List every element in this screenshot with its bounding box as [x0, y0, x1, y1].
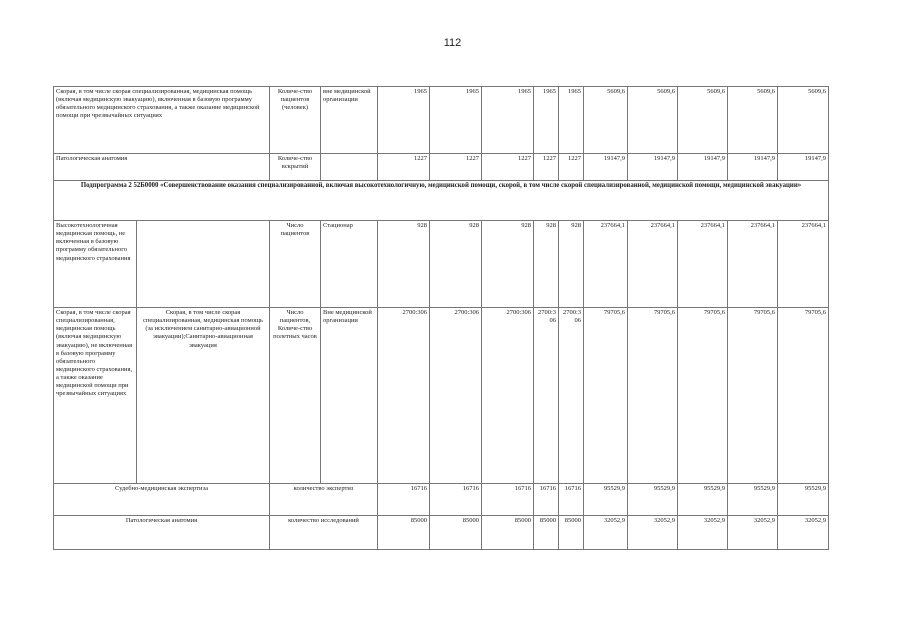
cost-cell: 5609,6 [778, 87, 829, 154]
volume-cell: 1965 [559, 87, 584, 154]
cost-cell: 79705,6 [584, 308, 628, 484]
unit-cell: Количе-ство вскрытий [270, 154, 321, 181]
volume-cell: 85000 [482, 516, 534, 550]
table-row [54, 154, 829, 181]
cost-cell: 237664,1 [584, 221, 628, 308]
cost-cell: 5609,6 [678, 87, 728, 154]
cost-cell: 19147,9 [778, 154, 829, 181]
cost-cell: 237664,1 [628, 221, 678, 308]
volume-cost-table [53, 86, 829, 550]
cost-cell: 237664,1 [728, 221, 778, 308]
service-cell: Скорая, в том числе скорая специализированная, медицинская помощь (включая медицинскую эвакуацию), включенная в базовую программу обязательного медицинского страхования, а также оказание медицинской помощи при чрезвычайных ситуациях [54, 87, 270, 154]
cost-cell: 95529,9 [628, 484, 678, 516]
volume-cell: 1965 [534, 87, 559, 154]
volume-cell: 2700:306 [559, 308, 584, 484]
volume-cell: 1965 [482, 87, 534, 154]
unit-cell: количество исследований [270, 516, 378, 550]
volume-cell: 2700:306 [430, 308, 482, 484]
volume-cell: 928 [430, 221, 482, 308]
cost-cell: 79705,6 [678, 308, 728, 484]
subprogram-row [54, 181, 829, 221]
volume-cell: 85000 [559, 516, 584, 550]
cost-cell: 32052,9 [728, 516, 778, 550]
volume-cell: 2700:306 [534, 308, 559, 484]
volume-cell: 928 [378, 221, 430, 308]
volume-cell: 1965 [430, 87, 482, 154]
cost-cell: 5609,6 [584, 87, 628, 154]
volume-cell: 16716 [430, 484, 482, 516]
cost-cell: 95529,9 [728, 484, 778, 516]
volume-cell: 1227 [534, 154, 559, 181]
volume-cell: 1227 [559, 154, 584, 181]
volume-cell: 2700:306 [378, 308, 430, 484]
volume-cell: 16716 [378, 484, 430, 516]
cost-cell: 32052,9 [628, 516, 678, 550]
cost-cell: 79705,6 [778, 308, 829, 484]
table-row [54, 221, 829, 308]
cost-cell: 19147,9 [628, 154, 678, 181]
service-cell: Патологическая анатомия [54, 516, 270, 550]
condition-cell: вне медицинской организации [321, 87, 378, 154]
volume-cell: 85000 [430, 516, 482, 550]
cost-cell: 79705,6 [728, 308, 778, 484]
volume-cell: 928 [482, 221, 534, 308]
cost-cell: 32052,9 [584, 516, 628, 550]
service-cell: Судебно-медицинская экспертиза [54, 484, 270, 516]
cost-cell: 32052,9 [678, 516, 728, 550]
cost-cell: 237664,1 [778, 221, 829, 308]
table-row [54, 308, 829, 484]
cost-cell: 79705,6 [628, 308, 678, 484]
volume-cell: 2700:306 [482, 308, 534, 484]
volume-cell: 1227 [430, 154, 482, 181]
table-row [54, 484, 829, 516]
cost-cell: 95529,9 [678, 484, 728, 516]
volume-cell: 928 [534, 221, 559, 308]
cost-cell: 237664,1 [678, 221, 728, 308]
volume-cell: 16716 [534, 484, 559, 516]
page-number: 112 [443, 37, 462, 49]
cost-cell: 95529,9 [584, 484, 628, 516]
condition-cell: Стационар [321, 221, 378, 308]
service-cell: Патологическая анатомия [54, 154, 270, 181]
subservice-cell: Скорая, в том числе скорая специализированная, медицинская помощь (за исключением санитарно-авиационной эвакуации);Санитарно-авиационная эвакуация [137, 308, 270, 484]
condition-cell: Вне медицинской организации [321, 308, 378, 484]
subprogram-title: Подпрограмма 2 52Б0000 «Совершенствование оказания специализированной, включая высокотехнологичную, медицинской помощи, скорой, в том числе скорой специализированной, медицинской помощи, медицинской эвакуации» [54, 181, 829, 221]
unit-cell: Количе-ство пациентов (человек) [270, 87, 321, 154]
volume-cell: 85000 [378, 516, 430, 550]
volume-cell: 1965 [378, 87, 430, 154]
volume-cell: 85000 [534, 516, 559, 550]
unit-cell: Число пациентов, Количе-ство полетных часов [270, 308, 321, 484]
table-row [54, 87, 829, 154]
condition-cell [321, 154, 378, 181]
table-row [54, 516, 829, 550]
volume-cell: 1227 [482, 154, 534, 181]
unit-cell: количество экспертиз [270, 484, 378, 516]
cost-cell: 5609,6 [728, 87, 778, 154]
service-cell: Высокотехнологичная медицинская помощь, не включенная в базовую программу обязательного медицинского страхования [54, 221, 137, 308]
volume-cell: 928 [559, 221, 584, 308]
cost-cell: 5609,6 [628, 87, 678, 154]
service-cell: Скорая, в том числе скорая специализированная, медицинская помощь (включая медицинскую эвакуацию), не включенная в базовую программу обязательного медицинского страхования, а также оказание медицинской помощи при чрезвычайных ситуациях [54, 308, 137, 484]
volume-cell: 16716 [482, 484, 534, 516]
cost-cell: 19147,9 [584, 154, 628, 181]
volume-cell: 16716 [559, 484, 584, 516]
volume-cell: 1227 [378, 154, 430, 181]
cost-cell: 19147,9 [678, 154, 728, 181]
cost-cell: 95529,9 [778, 484, 829, 516]
subservice-cell [137, 221, 270, 308]
unit-cell: Число пациентов [270, 221, 321, 308]
cost-cell: 32052,9 [778, 516, 829, 550]
cost-cell: 19147,9 [728, 154, 778, 181]
